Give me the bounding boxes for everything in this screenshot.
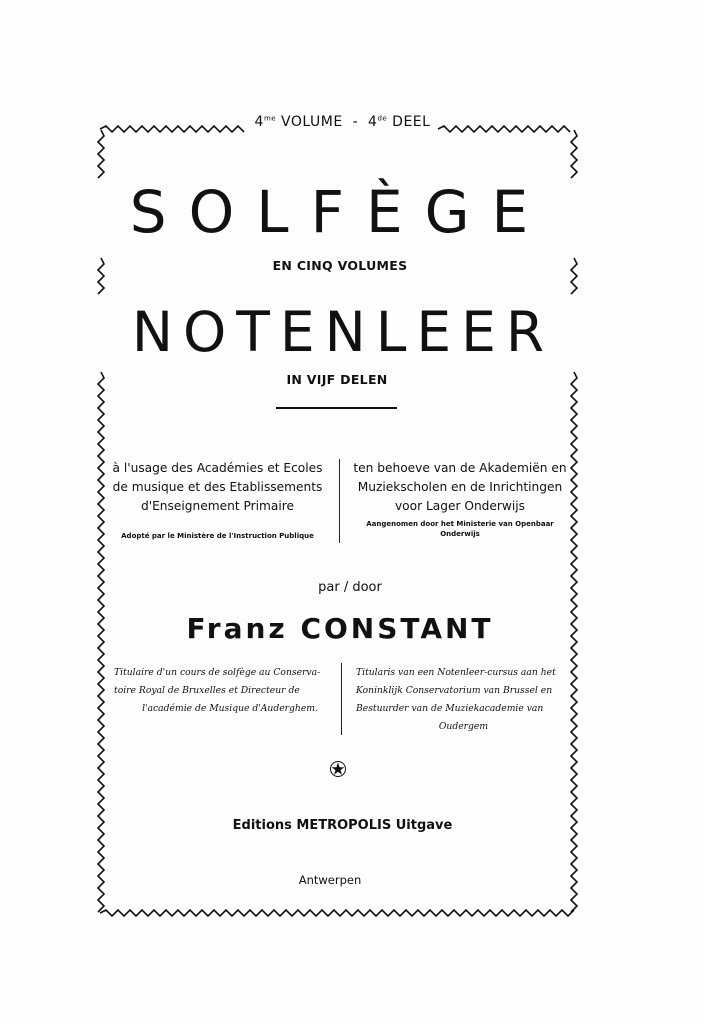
dutch-approval-note-line: Aangenomen door het Ministerie van Openbaar [366,520,554,528]
bio-dutch-line: Bestuurder van de Muziekacademie van [356,703,544,714]
volume-number-nl: 4 [368,114,378,130]
author-bio-french [114,664,334,718]
usage-dutch-line: Muziekscholen en de Inrichtingen [357,480,563,494]
right-lower-zigzag [571,372,577,912]
bio-dutch-line: Koninklijk Conservatorium van Brussel en [356,685,553,696]
volume-label-fr: VOLUME [281,114,343,130]
left-middle-zigzag [98,258,104,294]
author-name: Franz CONSTANT [186,612,494,645]
french-approval-note: Adopté par le Ministère de l'Instruction Publique [121,532,314,540]
usage-french-line: de musique et des Etablissements [112,480,323,494]
volume-suffix-nl: de [377,114,388,123]
bio-dutch-line: Oudergem [438,721,489,732]
bio-divider [341,663,342,735]
star-ornament-icon [329,760,347,778]
usage-dutch-line: voor Lager Onderwijs [394,499,526,513]
usage-french-line: à l'usage des Académies et Ecoles [112,461,323,475]
usage-french-line: d'Enseignement Primaire [141,499,294,513]
volume-number-fr: 4 [254,114,264,130]
left-lower-zigzag [98,372,104,912]
column-divider [339,459,340,543]
dutch-approval-note-line: Onderwijs [440,530,480,538]
french-title: SOLFÈGE [129,178,551,246]
bio-french-line: l'académie de Musique d'Auderghem. [142,703,318,714]
left-upper-zigzag [98,130,104,178]
top-left-zigzag [100,126,244,132]
author-bio-dutch [356,664,571,736]
dutch-approval-note [345,519,575,539]
publisher-name: Editions METROPOLIS Uitgave [232,818,453,833]
volume-label-nl: DEEL [392,114,431,130]
bio-dutch-line: Titularis van een Notenleer-cursus aan het [356,667,556,678]
dutch-subtitle: IN VIJF DELEN [286,372,388,387]
volume-header [250,114,435,130]
title-rule [276,407,397,409]
publisher-city: Antwerpen [298,873,362,887]
bottom-zigzag [100,910,574,916]
usage-french [100,459,335,516]
top-right-zigzag [438,126,570,132]
right-middle-zigzag [571,258,577,294]
volume-suffix-fr: me [263,114,277,123]
usage-dutch [345,459,575,516]
right-upper-zigzag [571,130,577,178]
usage-dutch-line: ten behoeve van de Akademiën en [353,461,567,475]
dutch-title: NOTENLEER [131,300,555,364]
bio-french-line: toire Royal de Bruxelles et Directeur de [114,685,300,696]
french-subtitle: EN CINQ VOLUMES [272,258,408,273]
bio-french-line: Titulaire d'un cours de solfège au Conserva- [114,667,321,678]
by-label: par / door [318,580,382,595]
volume-separator: - [352,114,359,130]
